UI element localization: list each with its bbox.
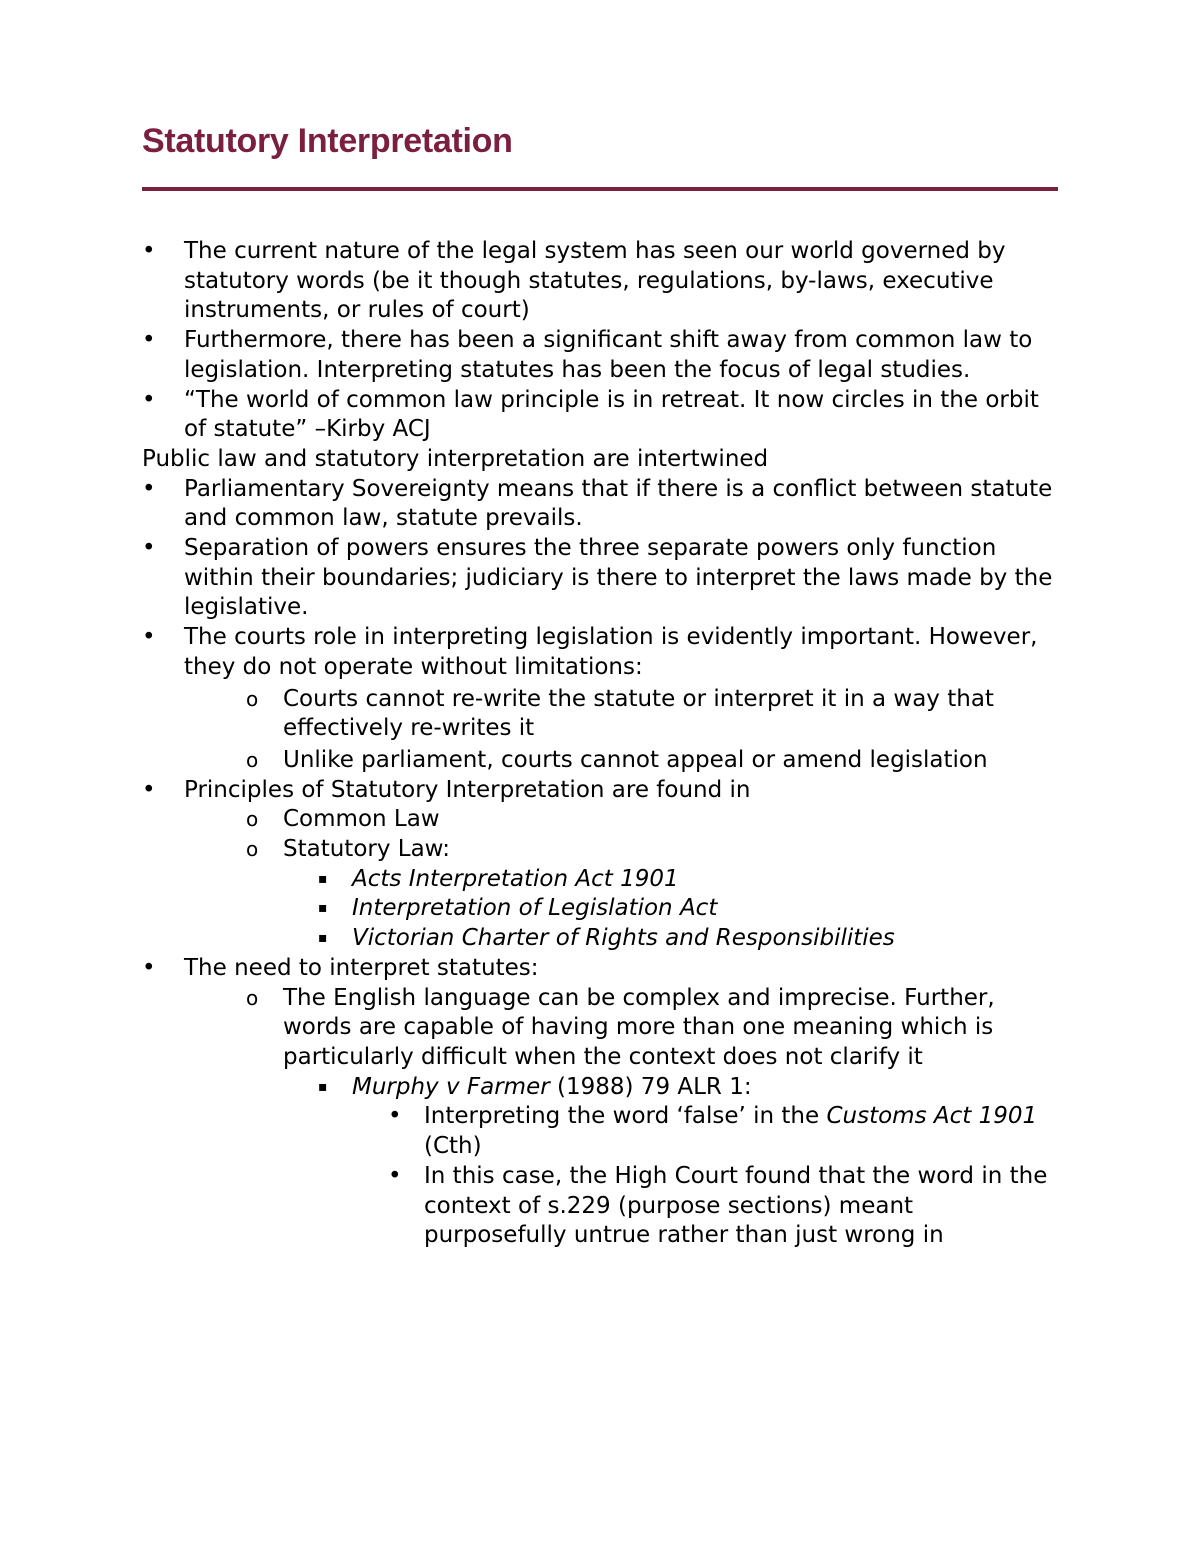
act-name: Customs Act 1901	[826, 1103, 1038, 1130]
list-item	[142, 237, 1058, 326]
case-citation: (1988) 79 ALR 1:	[549, 1073, 752, 1100]
list-item-text: Parliamentary Sovereignty means that if there is a conflict between statute and common law, statute prevails.	[184, 475, 1053, 532]
bullet-icon: •	[142, 238, 156, 264]
sub-sub-list-item	[142, 924, 1058, 954]
square-bullet-icon: ▪	[318, 900, 328, 917]
square-bullet-icon: ▪	[318, 930, 328, 947]
bullet-icon: •	[142, 475, 156, 502]
list-item-text: Separation of powers ensures the three separate powers only function within their boundaries; judiciary is there to interpret the laws made by the legislative.	[184, 535, 1053, 621]
paragraph: Public law and statutory interpretation are intertwined	[142, 445, 769, 472]
circle-bullet-icon: o	[246, 807, 259, 832]
case-point	[142, 1162, 1058, 1251]
list-item	[142, 534, 1058, 623]
list-item-text: Courts cannot re-write the statute or interpret it in a way that effectively re-writes it	[283, 685, 994, 742]
square-bullet-icon: ▪	[318, 1078, 328, 1095]
list-item	[142, 954, 1058, 984]
list-item-text: Victorian Charter of Rights and Responsibilities	[352, 925, 895, 952]
list-item-text: The need to interpret statutes:	[184, 954, 539, 981]
case-point-text: Interpreting the word ‘false’ in the	[424, 1103, 827, 1130]
sub-list-item	[142, 835, 1058, 865]
list-item	[142, 623, 1058, 682]
list-item-text: Principles of Statutory Interpretation are found in	[184, 776, 751, 803]
document-body	[142, 237, 1058, 1251]
list-item-text: “The world of common law principle is in retreat. It now circles in the orbit of statute” –Kirby ACJ	[184, 386, 1039, 443]
title-divider	[142, 187, 1058, 191]
circle-bullet-icon: o	[246, 837, 259, 862]
bullet-icon: •	[388, 1103, 402, 1130]
bullet-icon: •	[142, 954, 156, 981]
circle-bullet-icon: o	[246, 985, 259, 1010]
circle-bullet-icon: o	[246, 686, 259, 711]
sub-sub-list-item	[142, 1073, 1058, 1103]
bullet-icon: •	[142, 776, 156, 803]
case-point-text: In this case, the High Court found that the word in the context of s.229 (purpose sections) meant purposefully untrue rather than just wrong in	[424, 1162, 1048, 1249]
bullet-icon: •	[142, 327, 156, 354]
circle-bullet-icon: o	[246, 747, 259, 772]
bullet-icon: •	[142, 624, 156, 651]
list-item	[142, 326, 1058, 385]
sub-list-item	[142, 685, 1058, 744]
sub-list-item	[142, 746, 1058, 776]
square-bullet-icon: ▪	[318, 870, 328, 887]
list-item	[142, 776, 1058, 806]
sub-sub-list-item	[142, 865, 1058, 895]
document-page	[142, 118, 1058, 1251]
sub-sub-list-item	[142, 894, 1058, 924]
list-item	[142, 475, 1058, 534]
list-item-text: Interpretation of Legislation Act	[352, 895, 718, 922]
list-item	[142, 386, 1058, 445]
case-point	[142, 1102, 1058, 1161]
list-item-text: The English language can be complex and imprecise. Further, words are capable of having more than one meaning which is particularly difficult when the context does not clarify it	[283, 984, 995, 1070]
bullet-icon: •	[142, 386, 156, 413]
list-item-text: Unlike parliament, courts cannot appeal or amend legislation	[283, 746, 988, 773]
list-item-text: The courts role in interpreting legislation is evidently important. However, they do not operate without limitations:	[184, 624, 1038, 680]
list-item-text: The current nature of the legal system has seen our world governed by statutory words (be it though statutes, regulations, by-laws, executive instruments, or rules of court)	[184, 238, 1006, 324]
list-item-text: Common Law	[283, 806, 440, 833]
page-title: Statutory Interpretation	[142, 122, 513, 160]
sub-list-item	[142, 805, 1058, 835]
list-item-text: Statutory Law:	[283, 836, 450, 863]
bullet-icon: •	[142, 535, 156, 562]
sub-list-item	[142, 984, 1058, 1073]
case-name: Murphy v Farmer	[352, 1073, 550, 1100]
case-point-text: (Cth)	[424, 1133, 482, 1160]
list-item-text: Acts Interpretation Act 1901	[352, 865, 679, 892]
list-item-text: Furthermore, there has been a significant shift away from common law to legislation. Interpreting statutes has been the focus of legal studies.	[184, 327, 1033, 383]
bullet-icon: •	[388, 1162, 402, 1189]
